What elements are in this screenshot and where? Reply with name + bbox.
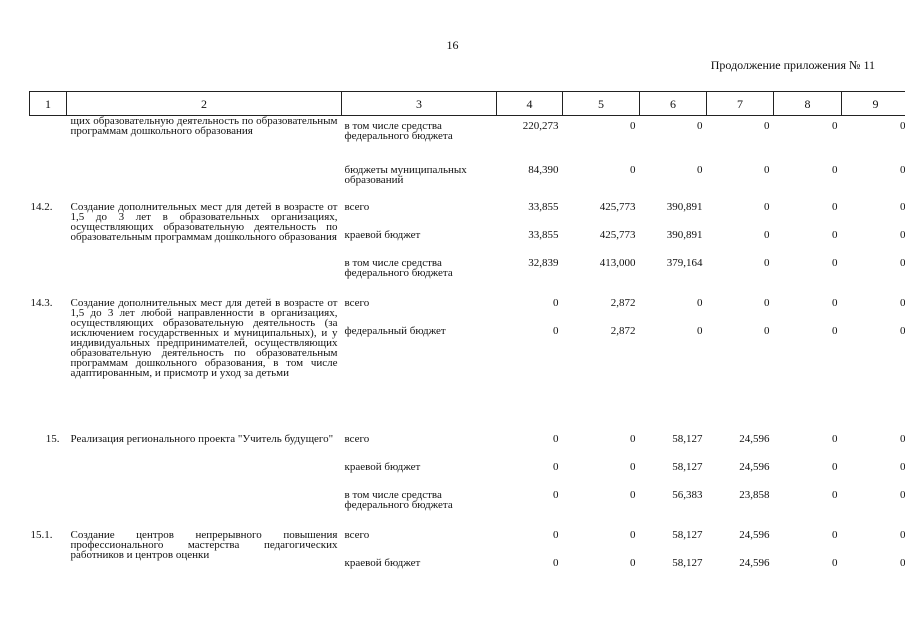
- value-cell: 58,127: [672, 556, 703, 569]
- table-row: [30, 530, 905, 558]
- value-cell: 0: [764, 324, 770, 337]
- value-cell: 56,383: [672, 488, 703, 501]
- value-cell: 0: [832, 256, 838, 269]
- table-row: [30, 434, 905, 462]
- item-name: Создание дополнительных мест для детей в возрасте от 1,5 до 3 лет в образовательных организациях, осуществляющих образовательную деятельность по образовательным программам дошкольного образования: [70, 200, 338, 243]
- item-number: 14.3.: [30, 296, 53, 309]
- funding-source: в том числе средства федерального бюджета: [344, 488, 453, 511]
- value-cell: 0: [764, 200, 770, 213]
- value-cell: 0: [764, 256, 770, 269]
- value-cell: 0: [900, 460, 905, 473]
- item-name: [67, 165, 342, 202]
- value-cell: 0: [630, 163, 636, 176]
- column-header: 4: [497, 92, 563, 116]
- value-cell: 0: [553, 296, 559, 309]
- column-header: 7: [707, 92, 774, 116]
- value-cell: 33,855: [528, 228, 559, 241]
- page-number: 16: [446, 38, 459, 52]
- value-cell: 0: [900, 200, 905, 213]
- value-cell: 0: [630, 432, 636, 445]
- value-cell: 32,839: [528, 256, 559, 269]
- value-cell: 0: [630, 460, 636, 473]
- value-cell: 0: [832, 228, 838, 241]
- item-number: [30, 116, 67, 165]
- value-cell: 413,000: [599, 256, 636, 269]
- item-name: щих образовательную деятельность по образовательным программам дошкольного образования: [70, 115, 338, 137]
- value-cell: 58,127: [672, 460, 703, 473]
- item-number: [30, 490, 67, 530]
- value-cell: 0: [900, 488, 905, 501]
- value-cell: 0: [697, 120, 703, 132]
- value-cell: 58,127: [672, 528, 703, 541]
- column-header: 1: [30, 92, 67, 116]
- table-row: [30, 298, 905, 326]
- item-number: [30, 230, 67, 258]
- value-cell: 0: [900, 556, 905, 569]
- value-cell: 0: [832, 324, 838, 337]
- value-cell: 0: [697, 324, 703, 337]
- item-number: [30, 165, 67, 202]
- value-cell: 84,390: [528, 163, 559, 176]
- value-cell: 0: [832, 460, 838, 473]
- column-header: 6: [640, 92, 707, 116]
- column-header: 5: [563, 92, 640, 116]
- value-cell: 0: [900, 324, 905, 337]
- item-number: 14.2.: [30, 200, 53, 213]
- value-cell: 0: [553, 460, 559, 473]
- value-cell: 0: [832, 488, 838, 501]
- funding-source: бюджеты муниципальных образований: [344, 163, 467, 186]
- value-cell: 0: [900, 228, 905, 241]
- item-number: 15.: [45, 432, 60, 445]
- value-cell: 2,872: [610, 296, 636, 309]
- value-cell: 0: [832, 120, 838, 132]
- value-cell: 0: [553, 528, 559, 541]
- table-row: [30, 116, 905, 165]
- budget-table: [29, 91, 905, 586]
- value-cell: 0: [764, 120, 770, 132]
- item-number: 15.1.: [30, 528, 53, 541]
- funding-source: краевой бюджет: [344, 460, 421, 473]
- funding-source: в том числе средства федерального бюджета: [344, 256, 453, 279]
- funding-source: всего: [344, 432, 370, 445]
- column-header: 8: [774, 92, 842, 116]
- value-cell: 0: [832, 556, 838, 569]
- value-cell: 0: [697, 163, 703, 176]
- column-header: 2: [67, 92, 342, 116]
- value-cell: 0: [764, 296, 770, 309]
- continuation-label: Продолжение приложения № 11: [710, 58, 875, 72]
- value-cell: 0: [900, 163, 905, 176]
- value-cell: 0: [900, 296, 905, 309]
- value-cell: 2,872: [610, 324, 636, 337]
- funding-source: краевой бюджет: [344, 556, 421, 569]
- value-cell: 24,596: [739, 556, 770, 569]
- value-cell: 0: [832, 163, 838, 176]
- value-cell: 379,164: [666, 256, 703, 269]
- value-cell: 0: [832, 432, 838, 445]
- table-row: [30, 165, 905, 202]
- table-header-row: [30, 92, 905, 116]
- funding-source: в том числе средства федерального бюджета: [344, 120, 453, 142]
- value-cell: 0: [553, 488, 559, 501]
- value-cell: 425,773: [599, 200, 636, 213]
- value-cell: 23,858: [739, 488, 770, 501]
- value-cell: 390,891: [666, 200, 703, 213]
- value-cell: 0: [630, 488, 636, 501]
- value-cell: 0: [832, 200, 838, 213]
- value-cell: 0: [900, 432, 905, 445]
- value-cell: 0: [697, 296, 703, 309]
- item-number: [30, 326, 67, 434]
- value-cell: 0: [630, 528, 636, 541]
- value-cell: 0: [900, 120, 905, 132]
- table-row: [30, 202, 905, 230]
- item-number: [30, 258, 67, 298]
- value-cell: 425,773: [599, 228, 636, 241]
- item-name: Создание центров непрерывного повышения профессионального мастерства педагогических работников и центров оценки: [70, 528, 338, 561]
- value-cell: 0: [553, 432, 559, 445]
- value-cell: 24,596: [739, 528, 770, 541]
- funding-source: краевой бюджет: [344, 228, 421, 241]
- value-cell: 0: [630, 120, 636, 132]
- funding-source: всего: [344, 200, 370, 213]
- item-number: [30, 558, 67, 586]
- value-cell: 24,596: [739, 460, 770, 473]
- value-cell: 0: [630, 556, 636, 569]
- value-cell: 0: [553, 324, 559, 337]
- value-cell: 24,596: [739, 432, 770, 445]
- funding-source: всего: [344, 296, 370, 309]
- value-cell: 0: [900, 256, 905, 269]
- item-name: Создание дополнительных мест для детей в возрасте от 1,5 до 3 лет любой направленности в организациях, осуществляющих образовательную деятельность (за исключением государственных и муниципальных), и у индивидуальных предпринимателей, осуществляющих образовательную деятельность по образовательным программам дошкольного образования, в том числе адаптированным, и присмотр и уход за детьми: [70, 296, 338, 379]
- value-cell: 0: [764, 228, 770, 241]
- funding-source: федеральный бюджет: [344, 324, 446, 337]
- column-header: 9: [842, 92, 905, 116]
- value-cell: 33,855: [528, 200, 559, 213]
- value-cell: 0: [832, 296, 838, 309]
- value-cell: 58,127: [672, 432, 703, 445]
- item-number: [30, 462, 67, 490]
- value-cell: 0: [764, 163, 770, 176]
- value-cell: 0: [553, 556, 559, 569]
- value-cell: 0: [832, 528, 838, 541]
- value-cell: 390,891: [666, 228, 703, 241]
- item-name: Реализация регионального проекта "Учитель будущего": [70, 432, 334, 445]
- funding-source: всего: [344, 528, 370, 541]
- value-cell: 0: [900, 528, 905, 541]
- value-cell: 220,273: [522, 120, 559, 132]
- column-header: 3: [342, 92, 497, 116]
